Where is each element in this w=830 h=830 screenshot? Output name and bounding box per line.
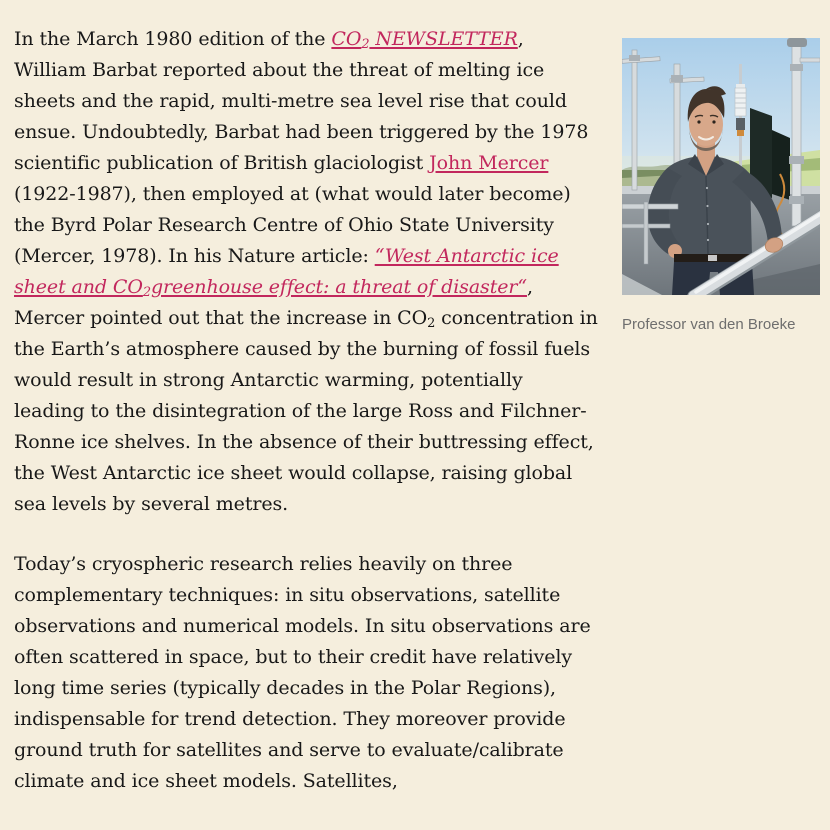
subscript-2: 2 bbox=[427, 315, 436, 331]
link-text: greenhouse effect: a threat of disaster“ bbox=[150, 276, 527, 298]
link-john-mercer[interactable]: John Mercer bbox=[429, 152, 549, 174]
body-text: In the March 1980 edition of the bbox=[14, 28, 332, 50]
body-text: , Mercer pointed out that the increase in CO bbox=[14, 276, 533, 329]
link-text: CO bbox=[331, 28, 362, 50]
professor-photo bbox=[622, 38, 820, 295]
subscript-2: 2 bbox=[142, 284, 151, 300]
link-co2-newsletter[interactable] bbox=[331, 28, 517, 50]
link-text: “West Antarctic ice sheet and CO bbox=[14, 245, 559, 298]
link-text: NEWSLETTER bbox=[369, 28, 518, 50]
professor-figure bbox=[622, 38, 820, 334]
body-text: concentration in the Earth’s atmosphere caused by the burning of fossil fuels would result in strong Antarctic warming, potentially leading to the disintegration of the large Ross and Filchner-Ronne ice shelves. In the absence of their buttressing effect, the West Antarctic ice sheet would collapse, raising global sea levels by several metres. bbox=[14, 307, 598, 515]
body-text: , William Barbat reported about the threat of melting ice sheets and the rapid, multi-metre sea level rise that could ensue. Undoubtedly, Barbat had been triggered by the 1978 scientific publication of British glaciologist bbox=[14, 28, 589, 174]
photo-caption: Professor van den Broeke bbox=[622, 316, 796, 333]
subscript-2: 2 bbox=[361, 36, 370, 52]
body-text: (1922-1987), then employed at (what would later become) the Byrd Polar Research Centre of Ohio State University (Mercer, 1978). In his Nature article: bbox=[14, 183, 571, 267]
paragraph-2 bbox=[14, 549, 598, 797]
body-text: Today’s cryospheric research relies heavily on three complementary techniques: in situ observations, satellite observations and numerical models. In situ observations are often scattered in space, but to their credit have relatively long time series (typically decades in the Polar Regions), indispensable for trend detection. They moreover provide ground truth for satellites and serve to evaluate/calibrate climate and ice sheet models. Satellites, bbox=[14, 553, 591, 792]
article-body bbox=[14, 24, 598, 797]
paragraph-1 bbox=[14, 24, 598, 520]
